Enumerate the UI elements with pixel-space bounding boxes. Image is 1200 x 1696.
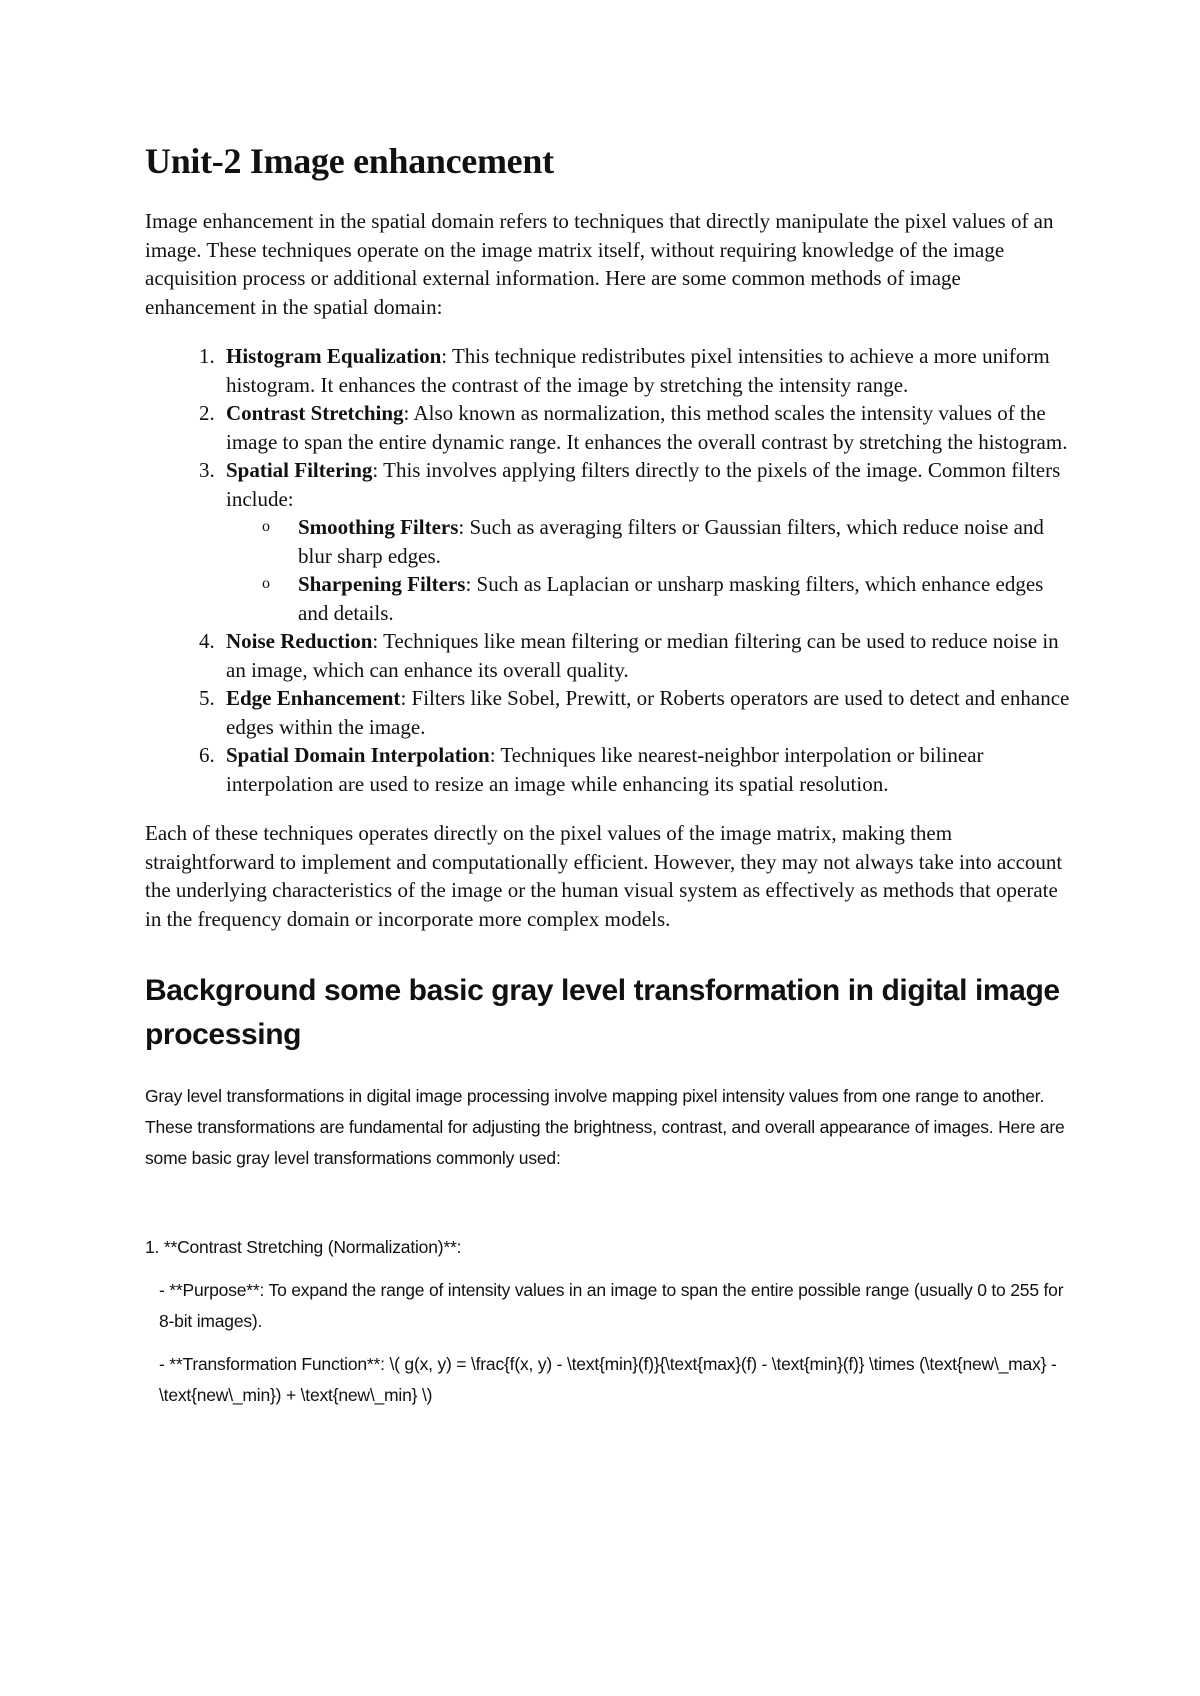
conclusion-paragraph: Each of these techniques operates directly on the pixel values of the image matrix, making them straightforward to implement and computationally efficient. However, they may not always take into account the underlying characteristics of the image or the human visual system as effectively as methods that operate in the frequency domain or incorporate more complex models. <box>145 821 1063 931</box>
section-intro-paragraph: Gray level transformations in digital image processing involve mapping pixel intensity values from one range to another. These transformations are fundamental for adjusting the brightness, contrast, and overall appearance of images. Here are some basic gray level transformations commonly used: <box>145 1086 1065 1169</box>
method-term: Noise Reduction <box>226 629 373 654</box>
markdown-item-heading: 1. **Contrast Stretching (Normalization)**: <box>145 1237 462 1258</box>
method-term: Edge Enhancement <box>226 686 401 711</box>
method-text: : Techniques like nearest-neighbor interpolation or bilinear interpolation are used to resize an image while enhancing its spatial resolution. <box>226 743 984 796</box>
method-text: : This involves applying filters directly to the pixels of the image. Common filters include: <box>226 458 1061 511</box>
filter-term: Sharpening Filters <box>298 572 466 597</box>
circle-bullet-icon: o <box>262 518 270 536</box>
page-title: Unit-2 Image enhancement <box>145 141 554 181</box>
list-item <box>220 399 1075 456</box>
list-item <box>220 342 1075 399</box>
method-term: Histogram Equalization <box>226 344 442 369</box>
method-term: Spatial Filtering <box>226 458 373 483</box>
method-text: : Techniques like mean filtering or median filtering can be used to reduce noise in an image, which can enhance its overall quality. <box>226 629 1059 682</box>
document-content <box>145 140 1075 1423</box>
method-text: : Filters like Sobel, Prewitt, or Roberts operators are used to detect and enhance edges within the image. <box>226 686 1070 739</box>
intro-paragraph: Image enhancement in the spatial domain refers to techniques that directly manipulate the pixel values of an image. These techniques operate on the image matrix itself, without requiring knowledge of the image acquisition process or additional external information. Here are some common methods of image enhancement in the spatial domain: <box>145 209 1054 319</box>
list-item <box>220 627 1075 684</box>
list-item <box>220 741 1075 798</box>
markdown-function-line: - **Transformation Function**: \( g(x, y) = \frac{f(x, y) - \text{min}(f)}{\text{max}(f) - \text{min}(f)} \times (\text{new\_max} - \text{new\_min}) + \text{new\_min} \) <box>159 1354 1057 1406</box>
circle-bullet-icon: o <box>262 575 270 593</box>
section-heading: Background some basic gray level transformation in digital image processing <box>145 974 1060 1052</box>
sublist-item <box>262 570 1075 627</box>
method-text: : Also known as normalization, this method scales the intensity values of the image to span the entire dynamic range. It enhances the overall contrast by stretching the histogram. <box>226 401 1068 454</box>
markdown-purpose-line: - **Purpose**: To expand the range of intensity values in an image to span the entire possible range (usually 0 to 255 for 8-bit images). <box>159 1280 1064 1332</box>
sublist-item <box>262 513 1075 570</box>
filter-text: : Such as averaging filters or Gaussian filters, which reduce noise and blur sharp edges. <box>298 515 1044 568</box>
blank-space <box>145 1174 1075 1232</box>
method-term: Contrast Stretching <box>226 401 404 426</box>
filters-sublist <box>226 513 1075 627</box>
filter-term: Smoothing Filters <box>298 515 459 540</box>
list-item <box>220 456 1075 627</box>
method-term: Spatial Domain Interpolation <box>226 743 490 768</box>
method-text: : This technique redistributes pixel intensities to achieve a more uniform histogram. It enhances the contrast of the image by stretching the intensity range. <box>226 344 1050 397</box>
filter-text: : Such as Laplacian or unsharp masking filters, which enhance edges and details. <box>298 572 1044 625</box>
methods-list <box>145 342 1075 798</box>
list-item <box>220 684 1075 741</box>
